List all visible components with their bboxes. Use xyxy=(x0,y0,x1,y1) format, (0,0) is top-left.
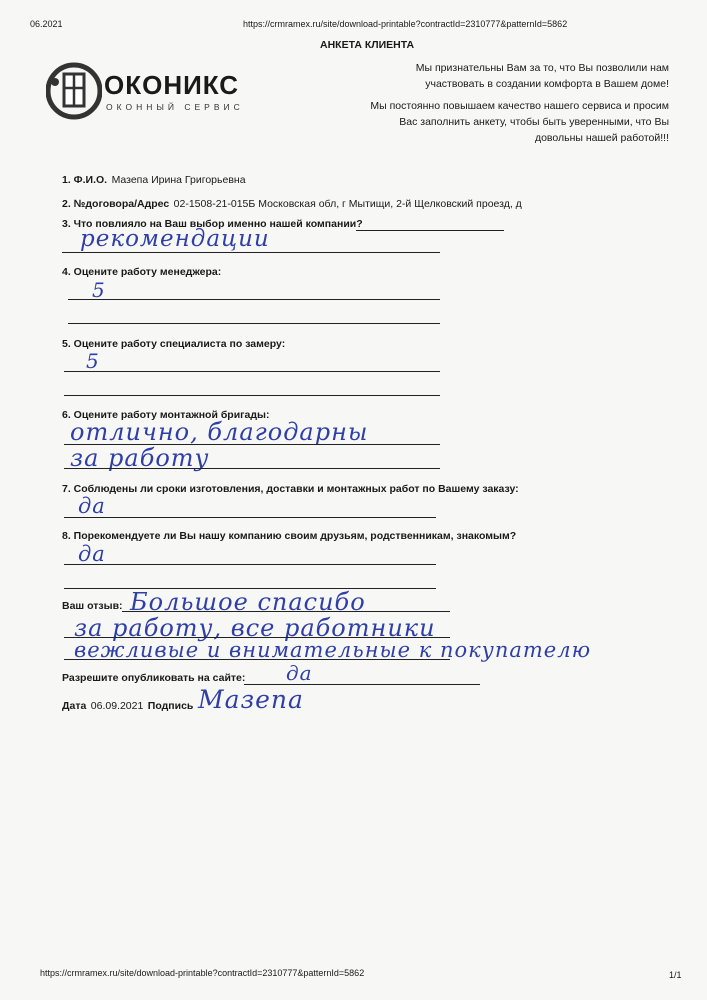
review-line-2: за работу, все работники xyxy=(74,614,436,642)
logo xyxy=(46,62,276,122)
answer-4: 5 xyxy=(92,278,106,302)
answer-line xyxy=(68,323,440,324)
form-title: АНКЕТА КЛИЕНТА xyxy=(320,39,415,51)
date-label: Дата xyxy=(62,700,87,712)
review-line-1: Большое спасибо xyxy=(130,588,366,616)
question-7: 7. Соблюдены ли сроки изготовления, доставки и монтажных работ по Вашему заказу: xyxy=(62,483,519,495)
intro-line: Мы признательны Вам за то, что Вы позволили нам xyxy=(415,62,669,74)
logo-name: ОКОНИКС xyxy=(104,70,240,100)
contract-label: 2. №договора/Адрес xyxy=(62,198,170,210)
intro-line: участвовать в создании комфорта в Вашем доме! xyxy=(425,78,669,90)
answer-line xyxy=(122,611,450,612)
logo-tagline: ОКОННЫЙ СЕРВИС xyxy=(106,102,244,112)
intro-line: Мы постоянно повышаем качество нашего сервиса и просим xyxy=(370,100,669,112)
answer-5: 5 xyxy=(86,349,100,373)
answer-8: да xyxy=(78,542,106,566)
answer-line xyxy=(64,371,440,372)
fio-label: 1. Ф.И.О. xyxy=(62,174,108,186)
answer-line xyxy=(64,564,436,565)
answer-line xyxy=(64,395,440,396)
question-5: 5. Оцените работу специалиста по замеру: xyxy=(62,338,286,350)
answer-line xyxy=(64,517,436,518)
question-8: 8. Порекомендуете ли Вы нашу компанию своим друзьям, родственникам, знакомым? xyxy=(62,530,517,542)
answer-6-line1: отлично, благодарны xyxy=(70,418,369,446)
intro-block xyxy=(339,60,669,146)
header-date: 06.2021 xyxy=(30,19,63,29)
fio-row xyxy=(62,170,246,188)
answer-7: да xyxy=(78,494,106,518)
fio-value: Мазепа Ирина Григорьевна xyxy=(111,174,246,186)
answer-3: рекомендации xyxy=(80,226,270,252)
review-line-3: вежливые и внимательные к покупателю xyxy=(74,638,592,662)
publish-label: Разрешите опубликовать на сайте: xyxy=(62,672,246,684)
answer-line xyxy=(68,299,440,300)
answer-line xyxy=(64,659,450,660)
header-url: https://crmramex.ru/site/download-printable?contractId=2310777&patternId=5862 xyxy=(243,19,568,29)
question-6: 6. Оцените работу монтажной бригады: xyxy=(62,409,270,421)
publish-answer: да xyxy=(286,661,313,685)
date-value-text: 06.09.2021 xyxy=(90,700,144,712)
signature: Мазепа xyxy=(198,685,304,714)
question-4: 4. Оцените работу менеджера: xyxy=(62,266,222,278)
window-logo-icon xyxy=(46,62,102,120)
answer-line xyxy=(62,252,440,253)
page-number: 1/1 xyxy=(669,970,682,980)
answer-line xyxy=(356,230,504,231)
date-row xyxy=(62,696,193,714)
question-3: 3. Что повлияло на Ваш выбор именно нашей компании? xyxy=(62,218,363,230)
signature-label: Подпись xyxy=(147,700,194,712)
intro-line: Вас заполнить анкету, чтобы быть уверенными, что Вы xyxy=(399,116,669,128)
intro-line: довольны нашей работой!!! xyxy=(534,132,669,144)
answer-6-line2: за работу xyxy=(70,444,210,472)
footer-url: https://crmramex.ru/site/download-printable?contractId=2310777&patternId=5862 xyxy=(40,968,365,978)
answer-line xyxy=(64,468,440,469)
review-label: Ваш отзыв: xyxy=(62,600,123,612)
contract-value: 02-1508-21-015Б Московская обл, г Мытищи, 2-й Щелковский проезд, д xyxy=(173,198,522,210)
contract-row xyxy=(62,194,522,212)
